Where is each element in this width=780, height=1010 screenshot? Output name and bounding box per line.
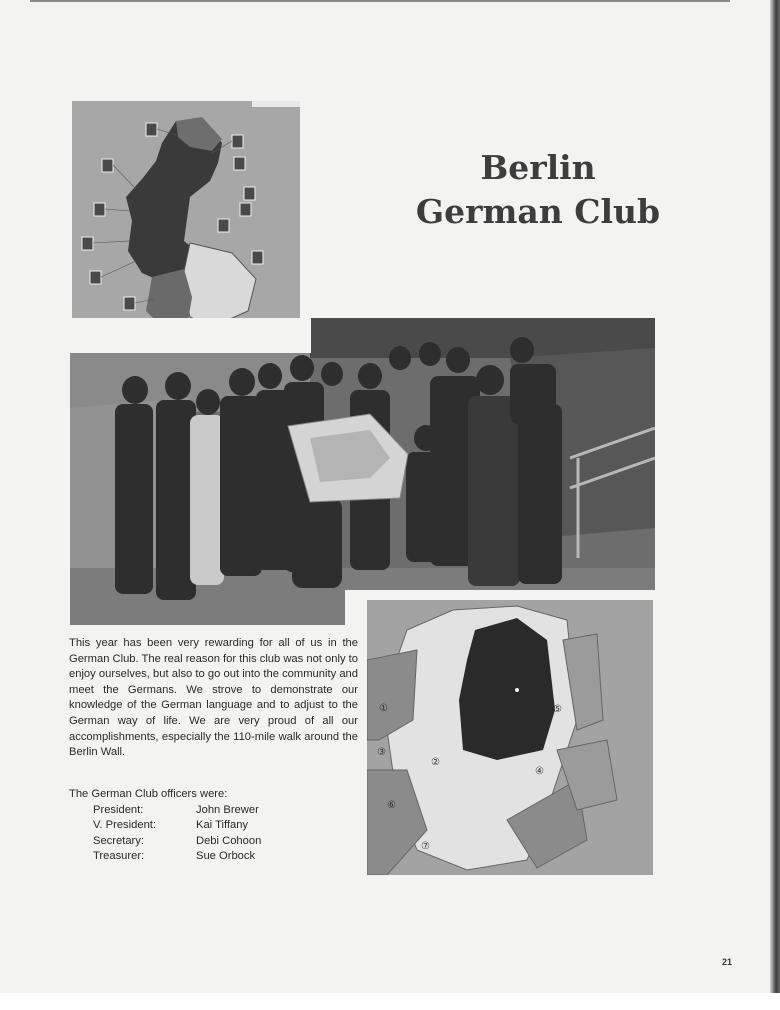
- map-region-label-5: ⑤: [553, 704, 562, 715]
- photo-divided-germany-map: [367, 600, 653, 875]
- photo-germany-map-with-crests: [72, 101, 300, 341]
- officer-role: Treasurer:: [93, 850, 145, 863]
- page-binding-edge: [770, 0, 780, 993]
- divided-germany-map-illustration: [367, 600, 653, 875]
- page-title: [400, 146, 676, 234]
- page-number: 21: [722, 957, 733, 967]
- officer-role: V. President:: [93, 819, 157, 832]
- photo-club-group: [70, 318, 655, 625]
- map-region-label-4: ④: [535, 766, 544, 777]
- officer-name: Debi Cohoon: [196, 834, 262, 847]
- officer-row: [93, 818, 261, 833]
- officer-name: Kai Tiffany: [196, 819, 249, 832]
- page-top-rule: [30, 0, 730, 2]
- officer-row: [93, 849, 261, 864]
- officer-row: [93, 803, 261, 818]
- club-description: This year has been very rewarding for all of us in the German Club. The real reason for this club was not only to enjoy ourselves, but also to go out into the community and meet the Germans. We strove to demonstrate our knowledge of the German language and to adjust to the German way of life. We are very proud of all our accomplishments, especially the 110-mile walk around the Berlin Wall.: [69, 637, 358, 759]
- map-region-label-6: ⑥: [387, 800, 396, 811]
- officers-list: [93, 803, 261, 865]
- officer-name: John Brewer: [196, 804, 259, 816]
- officer-name: Sue Orbock: [196, 850, 256, 863]
- officer-role: President:: [93, 804, 144, 816]
- map-region-label-3: ③: [377, 747, 386, 758]
- title-line-2: German Club: [415, 192, 661, 231]
- map-region-label-2: ②: [431, 757, 440, 768]
- officer-row: [93, 834, 261, 849]
- map-region-label-7: ⑦: [421, 841, 430, 852]
- map-region-label-1: ①: [379, 703, 388, 714]
- photo-frame-cutout-left: [70, 318, 311, 353]
- club-group-illustration: [70, 318, 655, 625]
- officer-role: Secretary:: [93, 834, 144, 847]
- officers-intro: The German Club officers were:: [69, 788, 228, 800]
- title-line-1: Berlin: [480, 148, 596, 187]
- germany-map-crests-illustration: [72, 101, 300, 341]
